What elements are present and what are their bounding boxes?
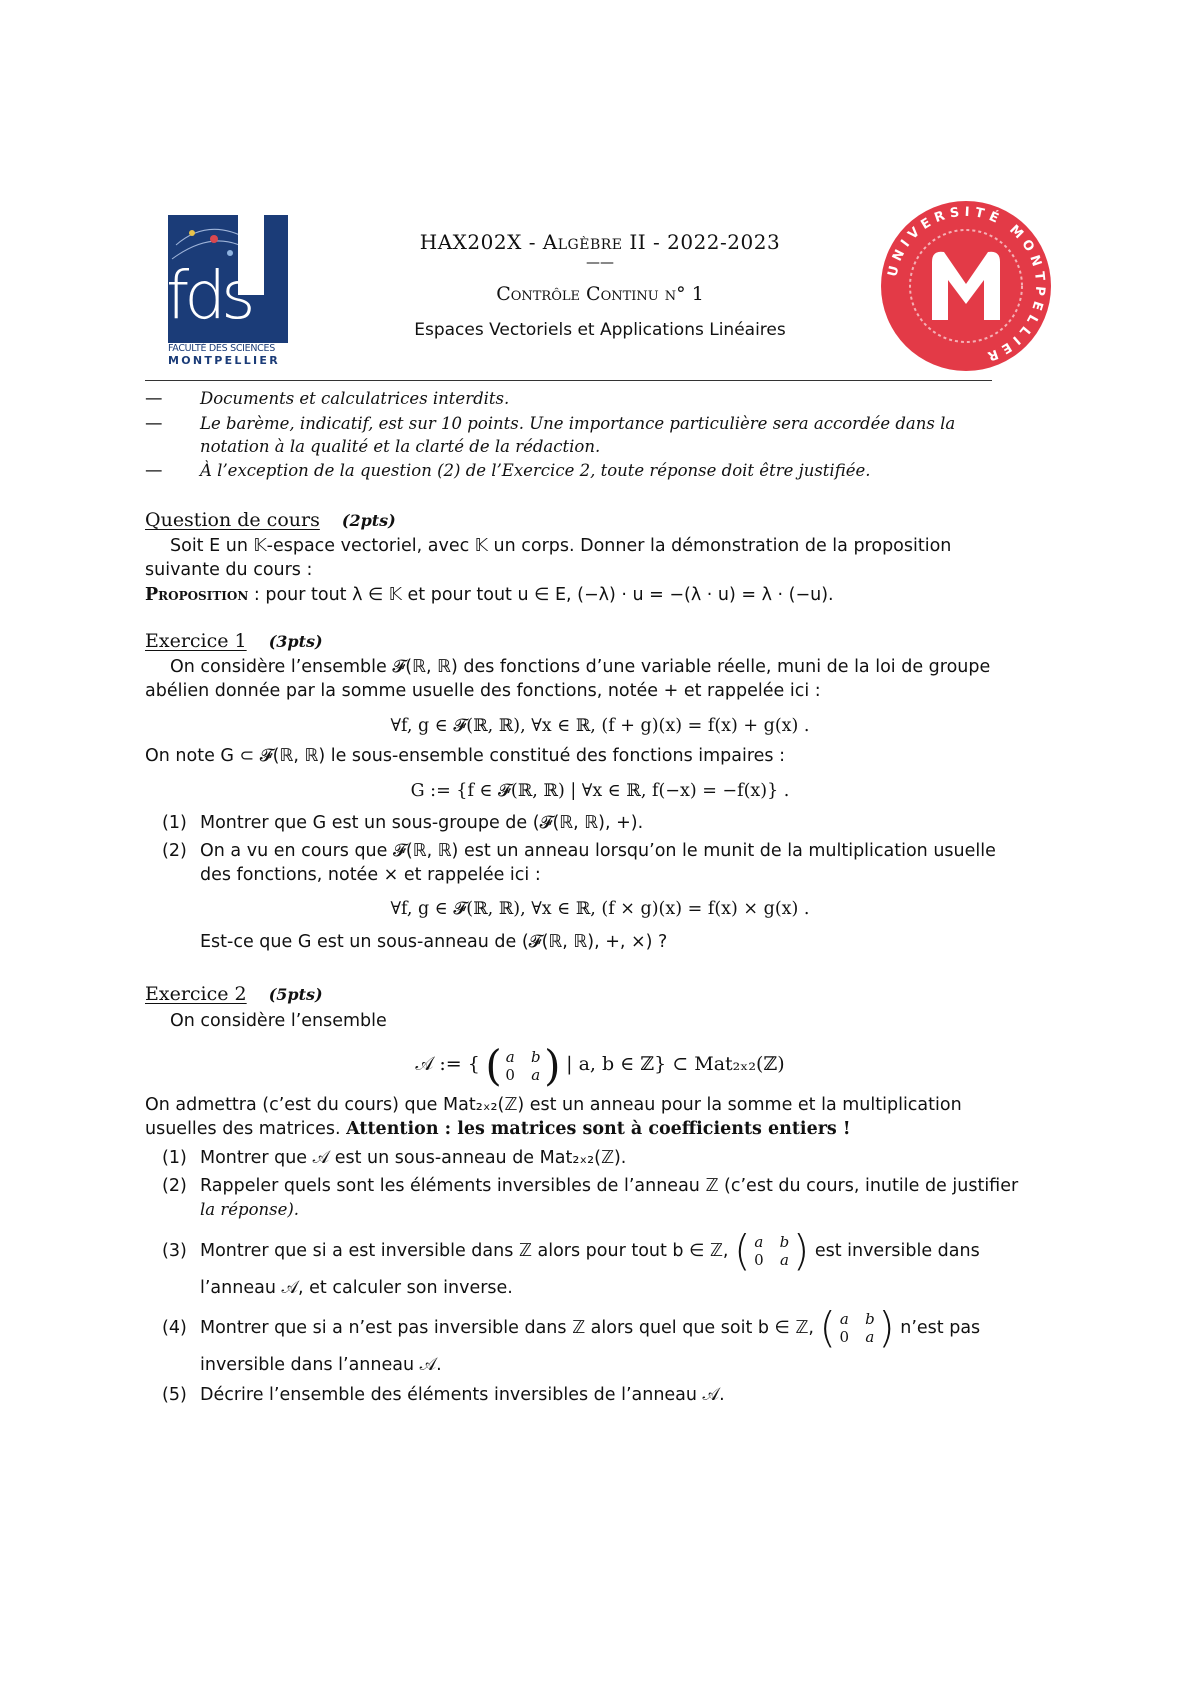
- course-title: [300, 230, 900, 254]
- cours-heading: [145, 509, 396, 532]
- ex2-admit-2-text: usuelles des matrices.: [145, 1119, 347, 1139]
- matrix-cell: a: [531, 1065, 541, 1084]
- matrix-cell: a: [865, 1328, 875, 1346]
- cours-text-2: suivante du cours :: [145, 560, 313, 580]
- ex2-q3-num: (3): [162, 1241, 187, 1261]
- ex2-q3-text-end: est inversible dans: [814, 1241, 980, 1261]
- ex2-q3: [200, 1228, 980, 1274]
- ex2-set-definition: [0, 1040, 1200, 1089]
- um-ring-text: UNIVERSITÉ MONTPELLIER: [885, 204, 1048, 365]
- instruction-3: À l’exception de la question (2) de l’Exercice 2, toute réponse doit être justifiée.: [200, 461, 871, 480]
- ex1-title: Exercice 1: [145, 630, 247, 652]
- instruction-1: Documents et calculatrices interdits.: [200, 389, 510, 408]
- proposition-text: : pour tout λ ∈ 𝕂 et pour tout u ∈ E, (−λ) · u = −(λ · u) = λ · (−u).: [248, 585, 834, 605]
- ex1-item-1: Montrer que G est un sous-groupe de (𝓕(ℝ, ℝ), +).: [200, 813, 644, 833]
- fds-caption-2: MONTPELLIER: [168, 354, 280, 367]
- fds-caption-1: FACULTÉ DES SCIENCES: [168, 343, 275, 354]
- ex1-equation-G: G := {f ∈ 𝓕(ℝ, ℝ) | ∀x ∈ ℝ, f(−x) = −f(x)} .: [410, 781, 790, 801]
- ex2-set-lhs: 𝒜 := {: [415, 1053, 480, 1075]
- matrix-cell: a: [839, 1310, 849, 1328]
- ex1-points: (3pts): [268, 632, 323, 651]
- ex2-q4-line2: inversible dans l’anneau 𝒜.: [200, 1355, 442, 1375]
- fds-logo: [168, 215, 288, 365]
- ex2-attention: Attention : les matrices sont à coefficients entiers !: [346, 1119, 851, 1139]
- um-seal-graphic: [880, 200, 1052, 372]
- matrix-cell: a: [505, 1047, 515, 1066]
- instruction-2b: notation à la qualité et la clarté de la rédaction.: [200, 437, 601, 456]
- ex2-points: (5pts): [268, 985, 323, 1004]
- ex1-item-2-line3: Est-ce que G est un sous-anneau de (𝓕(ℝ, ℝ), +, ×) ?: [200, 932, 668, 952]
- ex2-q4-text: Montrer que si a n’est pas inversible dans ℤ alors quel que soit b ∈ ℤ,: [200, 1318, 814, 1338]
- matrix-cell: a: [754, 1233, 764, 1251]
- ex2-intro: On considère l’ensemble: [170, 1011, 387, 1031]
- course-title-text: HAX202X - Algèbre II - 2022-2023: [419, 230, 781, 254]
- matrix-cell: a: [779, 1251, 789, 1269]
- matrix-cell: 0: [754, 1251, 764, 1269]
- cours-title: Question de cours: [145, 509, 320, 531]
- matrix-cell: 0: [505, 1065, 515, 1084]
- matrix-cell: b: [865, 1310, 875, 1328]
- instruction-2: Le barème, indicatif, est sur 10 points. Une importance particulière sera accordée dans la: [200, 414, 956, 433]
- ex2-q4: [200, 1305, 980, 1351]
- ex1-item-2-line2: des fonctions, notée × et rappelée ici :: [200, 865, 541, 885]
- ex2-admit-2: [145, 1118, 851, 1140]
- um-logo: [880, 200, 1052, 372]
- ex2-q4-text-end: n’est pas: [900, 1318, 981, 1338]
- ex2-q4-matrix: ( a b 0 a ): [819, 1303, 895, 1352]
- matrix-cell: b: [779, 1233, 790, 1251]
- bullet-dash: —: [145, 414, 163, 434]
- ex2-admit-1: On admettra (c’est du cours) que Mat₂ₓ₂(ℤ) est un anneau pour la somme et la multiplication: [145, 1095, 962, 1115]
- ex2-q3-text: Montrer que si a est inversible dans ℤ alors pour tout b ∈ ℤ,: [200, 1241, 729, 1261]
- ex2-matrix: ( a b 0 a ): [485, 1040, 561, 1090]
- ex2-set-rhs: | a, b ∈ ℤ} ⊂ Mat₂ₓ₂(ℤ): [566, 1053, 785, 1075]
- header-rule: [145, 380, 992, 381]
- ex2-q2-line2: la réponse).: [200, 1200, 300, 1219]
- proposition-label: Proposition: [145, 585, 249, 605]
- matrix-cell: 0: [839, 1328, 850, 1346]
- ex2-title: Exercice 2: [145, 983, 247, 1005]
- ex2-q5-num: (5): [162, 1385, 187, 1405]
- ex2-q4-num: (4): [162, 1318, 187, 1338]
- cours-points: (2pts): [341, 511, 396, 530]
- ex2-q1: Montrer que 𝒜 est un sous-anneau de Mat₂ₓ₂(ℤ).: [200, 1148, 627, 1168]
- ex1-item-2-num: (2): [162, 841, 187, 861]
- ex2-q5: Décrire l’ensemble des éléments inversibles de l’anneau 𝒜.: [200, 1385, 725, 1405]
- ex1-intro-2: abélien donnée par la somme usuelle des fonctions, notée + et rappelée ici :: [145, 681, 821, 701]
- ex2-q1-num: (1): [162, 1148, 187, 1168]
- bullet-dash: —: [145, 461, 163, 481]
- ex2-q3-matrix: ( a b 0 a ): [734, 1226, 810, 1275]
- fds-brand: fds: [166, 257, 251, 334]
- ex1-note: On note G ⊂ 𝓕(ℝ, ℝ) le sous-ensemble constitué des fonctions impaires :: [145, 746, 786, 766]
- exam-subtitle: Espaces Vectoriels et Applications Linéaires: [414, 320, 786, 340]
- exam-title: Contrôle Continu n° 1: [496, 283, 704, 305]
- ex1-equation-sum: ∀f, g ∈ 𝓕(ℝ, ℝ), ∀x ∈ ℝ, (f + g)(x) = f(x) + g(x) .: [390, 716, 810, 736]
- ex1-item-1-num: (1): [162, 813, 187, 833]
- proposition: [145, 584, 834, 606]
- ex1-item-2: On a vu en cours que 𝓕(ℝ, ℝ) est un anneau lorsqu’on le munit de la multiplication usuelle: [200, 841, 996, 861]
- bullet-dash: —: [145, 389, 163, 409]
- ex1-equation-prod: ∀f, g ∈ 𝓕(ℝ, ℝ), ∀x ∈ ℝ, (f × g)(x) = f(x) × g(x) .: [390, 899, 810, 919]
- ex2-q2: Rappeler quels sont les éléments inversibles de l’anneau ℤ (c’est du cours, inutile de justifier: [200, 1176, 1019, 1196]
- ex2-heading: [145, 983, 323, 1006]
- ex1-heading: [145, 630, 323, 653]
- cours-text-1: Soit E un 𝕂-espace vectoriel, avec 𝕂 un corps. Donner la démonstration de la proposition: [170, 536, 952, 556]
- ex1-intro-1: On considère l’ensemble 𝓕(ℝ, ℝ) des fonctions d’une variable réelle, muni de la loi de groupe: [170, 657, 991, 677]
- ex2-q3-line2: l’anneau 𝒜, et calculer son inverse.: [200, 1278, 513, 1298]
- header-separator: ——: [586, 255, 614, 271]
- matrix-cell: b: [530, 1047, 541, 1066]
- ex2-q2-num: (2): [162, 1176, 187, 1196]
